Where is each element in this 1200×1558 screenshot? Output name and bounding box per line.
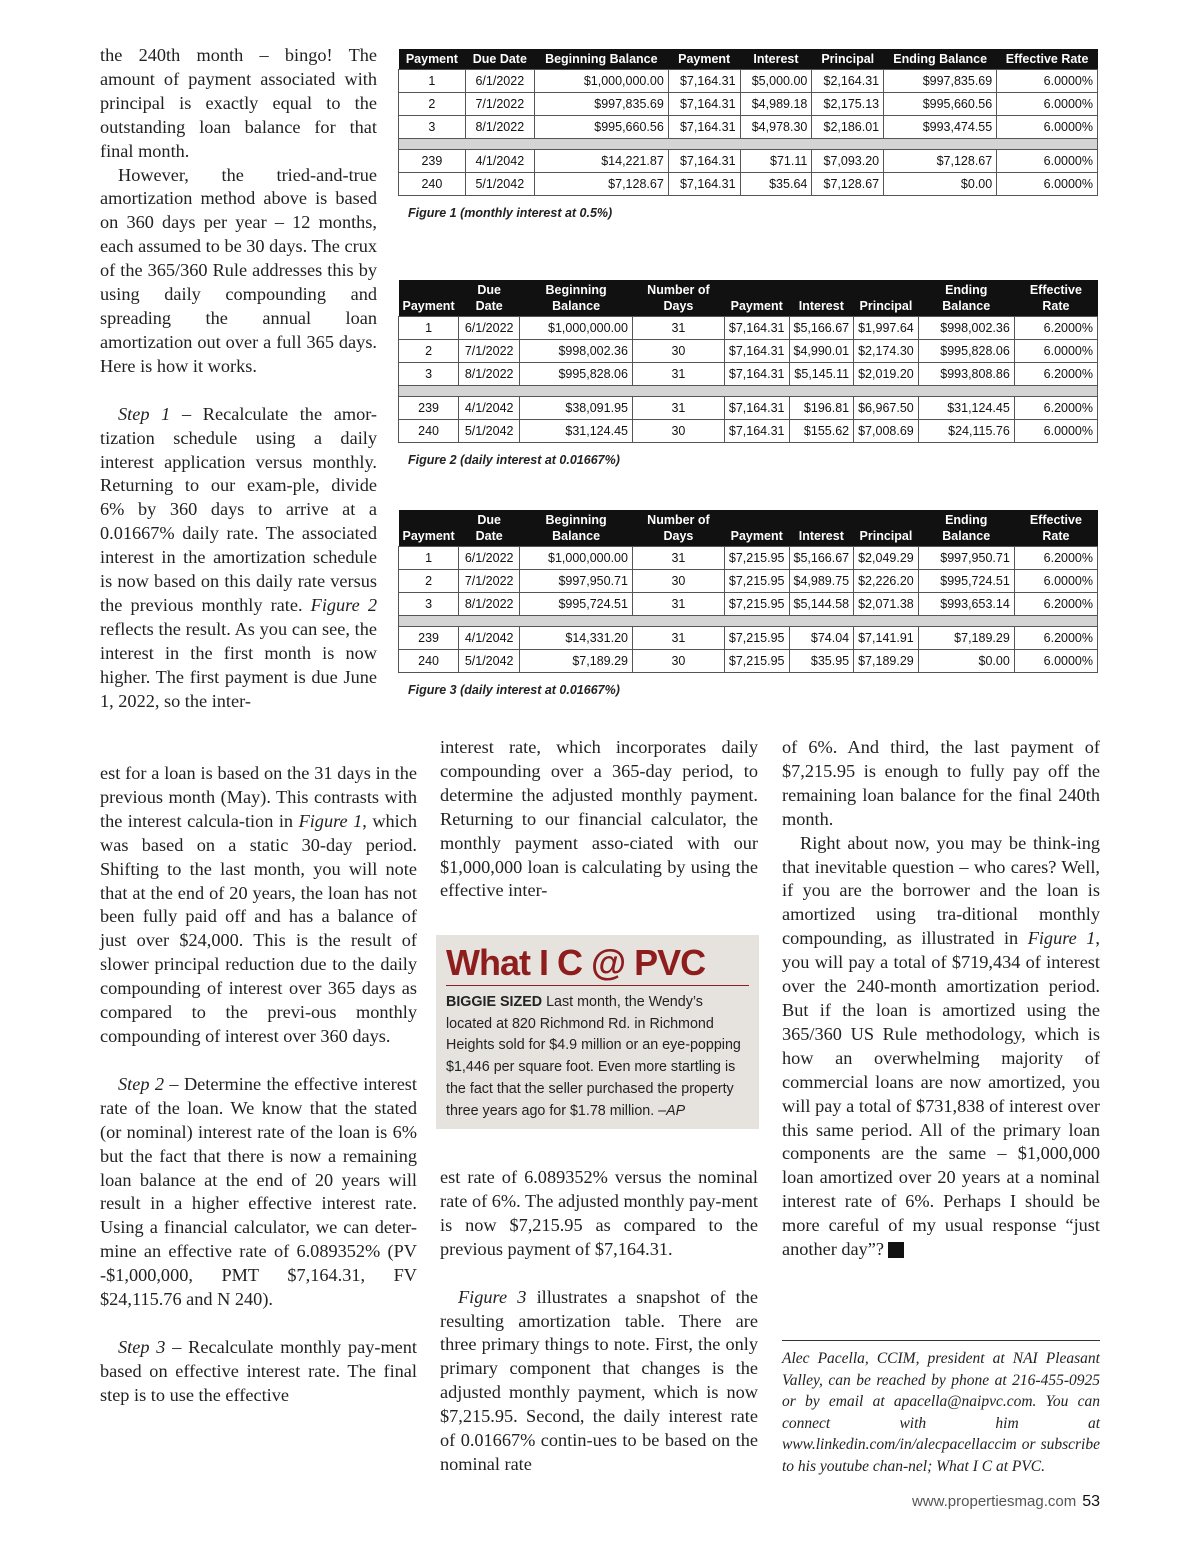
figure-caption: Figure 1 (monthly interest at 0.5%) <box>408 206 613 220</box>
table-cell: $2,071.38 <box>854 593 919 616</box>
table-cell: $7,164.31 <box>724 317 789 340</box>
table-cell: 30 <box>632 340 724 363</box>
table-cell: 30 <box>632 570 724 593</box>
column-header: Payment <box>668 49 740 70</box>
table-cell: $24,115.76 <box>918 420 1014 443</box>
paragraph: the 240th month – bingo! The amount of payment associated with principal is exactly equal to the outstanding loan balance for that final month. <box>100 45 377 161</box>
table-cell: 2 <box>399 340 459 363</box>
table-cell: $7,164.31 <box>668 173 740 196</box>
table-cell: 240 <box>399 650 459 673</box>
table-cell: $0.00 <box>884 173 997 196</box>
table-cell: 6.0000% <box>997 150 1098 173</box>
table-row <box>399 340 1098 363</box>
table-cell: $7,164.31 <box>724 420 789 443</box>
table-cell: 240 <box>399 173 466 196</box>
column-header: Payment <box>399 49 466 70</box>
table-cell: 6/1/2022 <box>459 317 520 340</box>
table-cell: 6.2000% <box>1014 627 1097 650</box>
table-cell: $998,002.36 <box>520 340 633 363</box>
table-cell: 8/1/2022 <box>459 363 520 386</box>
paragraph <box>440 1286 758 1477</box>
page-number: 53 <box>1082 1493 1100 1510</box>
table-gap-row <box>399 139 1098 150</box>
table-cell: $5,144.58 <box>789 593 854 616</box>
footer-url: www.propertiesmag.com <box>911 1493 1077 1510</box>
table-cell: 2 <box>399 570 459 593</box>
table-cell: 3 <box>399 363 459 386</box>
table-row <box>399 150 1098 173</box>
table-cell: 31 <box>632 547 724 570</box>
sidebar-lead: BIGGIE SIZED <box>446 994 543 1010</box>
table-cell: 6.2000% <box>1014 547 1097 570</box>
paragraph-text: Recalculate the amor-tization schedule using a daily interest application versus monthly. Returning to our exam-ple, divide 6% by 360 days to arrive at a 0.01667% daily rate. The associated interest in the amortization schedule is now based on this daily rate versus the previous monthly rate. <box>100 403 378 615</box>
table-row <box>399 363 1098 386</box>
table-row <box>399 70 1098 93</box>
column-header: Ending Balance <box>884 49 997 70</box>
table-cell: 8/1/2022 <box>465 116 534 139</box>
table-cell: $997,950.71 <box>918 547 1014 570</box>
table-cell: $1,000,000.00 <box>520 317 633 340</box>
table-row <box>399 570 1098 593</box>
table-cell: $14,331.20 <box>520 627 633 650</box>
paragraph <box>100 762 417 1049</box>
table-cell: $993,653.14 <box>918 593 1014 616</box>
column-header: Payment <box>724 510 789 547</box>
table-cell: $2,019.20 <box>854 363 919 386</box>
figure-ref: Figure 3 <box>458 1286 527 1307</box>
paragraph <box>782 832 1100 1262</box>
table-cell: 6.0000% <box>997 116 1098 139</box>
column-header: Beginning Balance <box>520 280 633 317</box>
paragraph-text: reflects the result. As you can see, the interest in the first month is now higher. The first payment is due June 1, 2022, so the inter- <box>100 618 377 711</box>
table-cell: $7,164.31 <box>668 116 740 139</box>
table-row <box>399 173 1098 196</box>
table-cell: $4,989.18 <box>740 93 812 116</box>
column-header: Interest <box>789 510 854 547</box>
table-cell: 5/1/2042 <box>459 650 520 673</box>
figure-2 <box>398 280 1098 467</box>
table-cell: 6.0000% <box>1014 420 1097 443</box>
figure-3 <box>398 510 1098 697</box>
table-cell: 5/1/2042 <box>465 173 534 196</box>
figure-ref: Figure 1 <box>298 810 363 831</box>
bio-divider <box>782 1340 1100 1341</box>
table-cell: $995,724.51 <box>520 593 633 616</box>
table-gap-row <box>399 386 1098 397</box>
table-cell: 239 <box>399 397 459 420</box>
table-row <box>399 547 1098 570</box>
paragraph-text: illustrates a snapshot of the resulting amortization table. There are three primary things to note. First, the only primary component that changes is the adjusted monthly payment, which is now $7,215.95. Second, the daily interest rate of 0.01667% contin-ues to be based on the nominal rate <box>440 1286 758 1474</box>
table-cell: $7,164.31 <box>668 70 740 93</box>
sidebar-credit: AP <box>666 1102 686 1119</box>
paragraph: est rate of 6.089352% versus the nominal rate of 6%. The adjusted monthly pay-ment is now $7,215.95 as compared to the previous payment of $7,164.31. <box>440 1167 758 1259</box>
gap-cell <box>399 616 1098 627</box>
table-cell: $1,000,000.00 <box>520 547 633 570</box>
step-3-paragraph <box>100 1336 417 1408</box>
column-header: Payment <box>399 280 459 317</box>
paragraph: interest rate, which incorporates daily compounding over a 365-day period, to determine the adjusted monthly payment. Returning to our financial calculator, the monthly payment asso-ciated with our $1,000,000 loan is calculating by using the effective inter- <box>440 737 758 901</box>
table-cell: $993,474.55 <box>884 116 997 139</box>
amortization-table-figure-3 <box>398 510 1098 673</box>
table-cell: $5,000.00 <box>740 70 812 93</box>
column-header: Payment <box>724 280 789 317</box>
table-cell: 31 <box>632 397 724 420</box>
table-cell: $7,128.67 <box>812 173 884 196</box>
table-cell: $995,660.56 <box>534 116 668 139</box>
table-cell: $7,164.31 <box>724 340 789 363</box>
column-header: Effective Rate <box>1014 510 1097 547</box>
table-cell: $6,967.50 <box>854 397 919 420</box>
table-cell: $4,990.01 <box>789 340 854 363</box>
table-row <box>399 593 1098 616</box>
column-header: Ending Balance <box>918 280 1014 317</box>
table-cell: 31 <box>632 363 724 386</box>
table-cell: $7,164.31 <box>724 363 789 386</box>
table-cell: 6.2000% <box>1014 593 1097 616</box>
figure-ref: Figure 1 <box>1027 928 1096 949</box>
table-cell: 31 <box>632 627 724 650</box>
column-header: Interest <box>740 49 812 70</box>
table-cell: $995,828.06 <box>918 340 1014 363</box>
table-cell: 7/1/2022 <box>459 340 520 363</box>
table-gap-row <box>399 616 1098 627</box>
table-cell: 4/1/2042 <box>465 150 534 173</box>
table-cell: 31 <box>632 593 724 616</box>
table-header-row <box>399 510 1098 547</box>
column-header: Payment <box>399 510 459 547</box>
table-cell: 3 <box>399 116 466 139</box>
table-cell: 6/1/2022 <box>465 70 534 93</box>
table-cell: $2,226.20 <box>854 570 919 593</box>
step-label: Step 3 <box>118 1336 166 1357</box>
column-header: Effective Rate <box>1014 280 1097 317</box>
table-cell: $155.62 <box>789 420 854 443</box>
step-label: Step 1 <box>118 403 171 424</box>
table-cell: $71.11 <box>740 150 812 173</box>
table-cell: 6.2000% <box>1014 397 1097 420</box>
table-cell: $4,989.75 <box>789 570 854 593</box>
paragraph: of 6%. And third, the last payment of $7,215.95 is enough to fully pay off the remaining loan balance for the final 240th month. <box>782 737 1100 829</box>
table-row <box>399 317 1098 340</box>
column-header: Effective Rate <box>997 49 1098 70</box>
amortization-table-figure-1 <box>398 49 1098 196</box>
right-column <box>782 736 1100 1262</box>
table-cell: $7,215.95 <box>724 593 789 616</box>
table-cell: $5,145.11 <box>789 363 854 386</box>
paragraph-text: est for a loan is based on the 31 days in the previous month (May). This contrasts with the interest calcula-tion in <box>100 763 417 831</box>
table-cell: $2,175.13 <box>812 93 884 116</box>
paragraph-text: Right about now, you may be think-ing that inevitable question – who cares? Well, if you are the borrower and the loan is amortized using tra-ditional monthly compounding, as illustrated in <box>782 832 1100 949</box>
table-row <box>399 93 1098 116</box>
table-cell: 6/1/2022 <box>459 547 520 570</box>
sidebar-text: Last month, the Wendy’s located at 820 Richmond Rd. in Richmond Heights sold for $4.9 million or an eye-popping $1,446 per square foot. Even more startling is the fact that the seller purchased the property three years ago for $1.78 million. – <box>446 994 741 1119</box>
column-header: Beginning Balance <box>520 510 633 547</box>
table-cell: $993,808.86 <box>918 363 1014 386</box>
column-header: Due Date <box>459 280 520 317</box>
table-cell: 6.2000% <box>1014 363 1097 386</box>
table-cell: $31,124.45 <box>918 397 1014 420</box>
table-cell: $31,124.45 <box>520 420 633 443</box>
table-cell: 239 <box>399 627 459 650</box>
table-cell: $7,189.29 <box>918 627 1014 650</box>
table-cell: $995,828.06 <box>520 363 633 386</box>
table-cell: 6.0000% <box>997 173 1098 196</box>
table-cell: $1,997.64 <box>854 317 919 340</box>
table-cell: $7,128.67 <box>534 173 668 196</box>
table-cell: $5,166.67 <box>789 547 854 570</box>
table-cell: $995,660.56 <box>884 93 997 116</box>
table-cell: 6.0000% <box>1014 340 1097 363</box>
middle-column-upper <box>440 736 758 903</box>
figure-caption: Figure 3 (daily interest at 0.01667%) <box>408 683 620 697</box>
table-cell: $7,164.31 <box>668 150 740 173</box>
page-footer <box>912 1493 1100 1511</box>
table-cell: 6.2000% <box>1014 317 1097 340</box>
column-header: Beginning Balance <box>534 49 668 70</box>
table-cell: 6.0000% <box>1014 570 1097 593</box>
end-mark-icon: P <box>888 1242 904 1258</box>
column-header: Interest <box>789 280 854 317</box>
column-header: Ending Balance <box>918 510 1014 547</box>
table-cell: $7,164.31 <box>724 397 789 420</box>
column-header: Principal <box>854 510 919 547</box>
table-cell: 4/1/2042 <box>459 627 520 650</box>
table-cell: $74.04 <box>789 627 854 650</box>
table-cell: $2,049.29 <box>854 547 919 570</box>
amortization-table-figure-2 <box>398 280 1098 443</box>
figure-1 <box>398 49 1098 220</box>
step-2-paragraph <box>100 1073 417 1312</box>
table-cell: 3 <box>399 593 459 616</box>
column-header: Principal <box>854 280 919 317</box>
table-cell: 239 <box>399 150 466 173</box>
table-cell: 7/1/2022 <box>459 570 520 593</box>
column-header: Due Date <box>459 510 520 547</box>
table-cell: $997,950.71 <box>520 570 633 593</box>
column-header: Number of Days <box>632 280 724 317</box>
table-cell: $35.64 <box>740 173 812 196</box>
table-cell: $7,128.67 <box>884 150 997 173</box>
author-bio: Alec Pacella, CCIM, president at NAI Pleasant Valley, can be reached by phone at 216-455-0925 or by email at apacella@naipvc.com. You can connect with him at www.linkedin.com/in/alecpacellaccim or subscribe to his youtube chan-nel; What I C at PVC. <box>782 1350 1100 1475</box>
table-cell: 30 <box>632 650 724 673</box>
table-cell: 7/1/2022 <box>465 93 534 116</box>
table-cell: $0.00 <box>918 650 1014 673</box>
table-cell: 4/1/2042 <box>459 397 520 420</box>
middle-column-lower <box>440 1166 758 1477</box>
table-cell: $1,000,000.00 <box>534 70 668 93</box>
table-row <box>399 627 1098 650</box>
table-cell: $7,189.29 <box>520 650 633 673</box>
column-header: Principal <box>812 49 884 70</box>
table-cell: 1 <box>399 70 466 93</box>
table-row <box>399 650 1098 673</box>
table-cell: $995,724.51 <box>918 570 1014 593</box>
table-cell: $2,186.01 <box>812 116 884 139</box>
table-cell: $997,835.69 <box>534 93 668 116</box>
table-cell: $2,174.30 <box>854 340 919 363</box>
table-cell: $7,215.95 <box>724 650 789 673</box>
table-header-row <box>399 49 1098 70</box>
table-cell: $998,002.36 <box>918 317 1014 340</box>
table-cell: $35.95 <box>789 650 854 673</box>
table-cell: $997,835.69 <box>884 70 997 93</box>
table-cell: $14,221.87 <box>534 150 668 173</box>
left-column-lower <box>100 762 417 1408</box>
figure-ref: Figure 2 <box>310 594 377 615</box>
table-header-row <box>399 280 1098 317</box>
table-cell: $7,093.20 <box>812 150 884 173</box>
table-cell: 31 <box>632 317 724 340</box>
table-cell: 30 <box>632 420 724 443</box>
step-1-paragraph <box>100 403 377 714</box>
table-cell: 6.0000% <box>997 93 1098 116</box>
table-cell: $7,215.95 <box>724 570 789 593</box>
table-cell: 6.0000% <box>997 70 1098 93</box>
paragraph: However, the tried-and-true amortization method above is based on 360 days per year – 12 months, each assumed to be 30 days. The crux of the 365/360 Rule addresses this by using daily compounding and spreading the annual loan amortization out over a full 365 days. Here is how it works. <box>100 164 377 376</box>
table-cell: $7,141.91 <box>854 627 919 650</box>
paragraph-text: – Determine the effective interest rate of the loan. We know that the stated (or nominal) interest rate of the loan is 6% but the fact that there is now a remaining loan balance at the end of 20 years will result in a higher effective interest rate. Using a financial calculator, we can deter-mine an effective rate of 6.089352% (PV -$1,000,000, PMT $7,164.31, FV $24,115.76 and N 240). <box>100 1073 418 1310</box>
table-row <box>399 116 1098 139</box>
table-cell: 8/1/2022 <box>459 593 520 616</box>
table-cell: $38,091.95 <box>520 397 633 420</box>
left-column-upper <box>100 44 377 713</box>
table-cell: 5/1/2042 <box>459 420 520 443</box>
column-header: Due Date <box>465 49 534 70</box>
paragraph-text: , which was based on a static 30-day period. Shifting to the last month, you will note that at the end of 20 years, the loan has not been fully paid off and has a balance of just over $24,000. This is the result of slower principal reduction due to the daily compounding of interest over 365 days as compared to the previ-ous monthly compounding of interest over 360 days. <box>100 810 417 1046</box>
step-label: Step 2 <box>118 1073 165 1094</box>
what-i-c-sidebar <box>436 935 759 1129</box>
table-cell: $7,164.31 <box>668 93 740 116</box>
table-cell: $7,215.95 <box>724 547 789 570</box>
table-row <box>399 420 1098 443</box>
column-header: Number of Days <box>632 510 724 547</box>
table-row <box>399 397 1098 420</box>
figure-caption: Figure 2 (daily interest at 0.01667%) <box>408 453 620 467</box>
table-cell: 2 <box>399 93 466 116</box>
paragraph-text: – Recalculate monthly pay-ment based on effective interest rate. The final step is to use the effective <box>100 1336 418 1405</box>
table-cell: $7,189.29 <box>854 650 919 673</box>
dash: – <box>170 403 203 424</box>
sidebar-body <box>436 986 759 1128</box>
table-cell: 6.0000% <box>1014 650 1097 673</box>
table-cell: $7,215.95 <box>724 627 789 650</box>
sidebar-title: What I C @ PVC <box>446 942 706 983</box>
table-cell: $7,008.69 <box>854 420 919 443</box>
table-cell: 1 <box>399 547 459 570</box>
table-cell: 240 <box>399 420 459 443</box>
table-cell: $196.81 <box>789 397 854 420</box>
table-cell: $2,164.31 <box>812 70 884 93</box>
table-cell: $4,978.30 <box>740 116 812 139</box>
table-cell: 1 <box>399 317 459 340</box>
paragraph-text: , you will pay a total of $719,434 of interest over the 240-month amortization period. But if the loan is amortized using the 365/360 US Rule methodology, which is how an overwhelming majority of commercial loans are now amortized, you will pay a total of $731,838 of interest over this same period. All of the primary loan components are the same – $1,000,000 loan amortized over 20 years at a nominal interest rate of 6%. Perhaps I should be more careful of my usual response “just another day”? <box>782 928 1100 1260</box>
table-cell: $5,166.67 <box>789 317 854 340</box>
gap-cell <box>399 139 1098 150</box>
gap-cell <box>399 386 1098 397</box>
